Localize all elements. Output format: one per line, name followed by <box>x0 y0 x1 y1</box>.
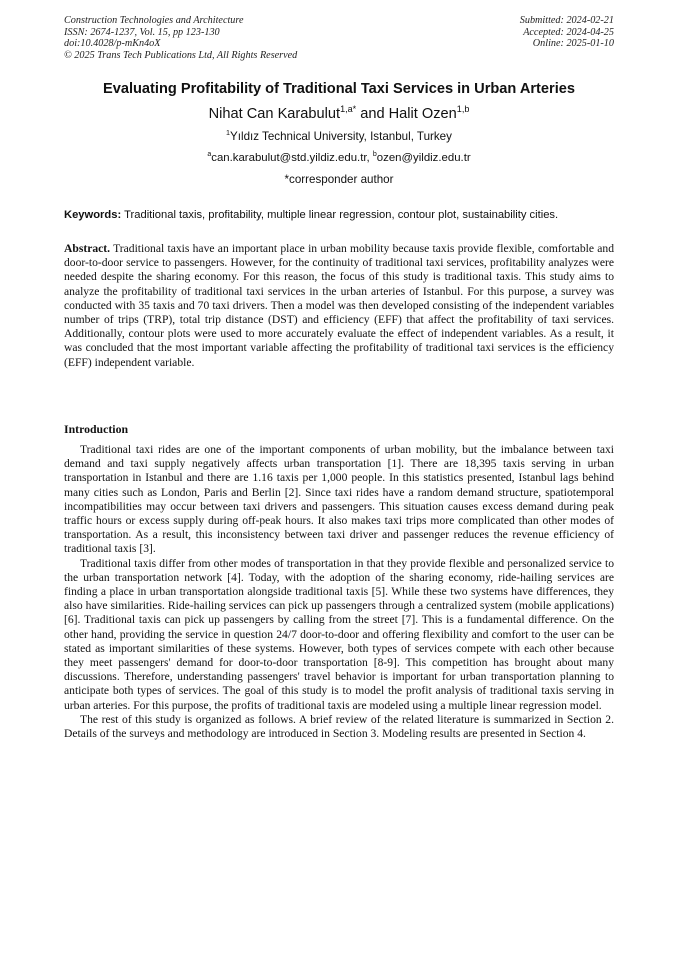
affiliation-superscript: 1 <box>226 128 231 138</box>
keywords-label: Keywords: <box>64 209 122 221</box>
paragraph: Traditional taxi rides are one of the important components of urban mobility, but the imbalance between taxi demand and taxi supply negatively affects urban transportation [1]. There are 18,395 taxis serving in urban transportation in Istanbul and there are 1.16 taxis per 1,000 people. In this statistics presented, Istanbul lags behind many cities such as London, Paris and Berlin [2]. Since taxi rides have a random demand structure, spatiotemporal incompatibilities may occur between taxi drivers and passengers. This situation causes excess demand during peak traffic hours or excess supply during off-peak hours. It also makes taxi trips more complicated than other modes of transportation. As a result, this inconsistency between taxi driver and passenger reduces the revenue efficiency of traditional taxis [3]. <box>64 443 614 556</box>
introduction-body <box>64 443 614 741</box>
dates-header <box>414 15 614 50</box>
journal-issn: ISSN: 2674-1237, Vol. 15, pp 123-130 <box>64 26 220 38</box>
email-link[interactable]: can.karabulut@std.yildiz.edu.tr, <box>211 152 373 164</box>
corresponding-author-note: *corresponder author <box>284 173 394 186</box>
author-superscript: 1,a* <box>340 104 357 115</box>
accepted-date: Accepted: 2024-04-25 <box>523 26 614 38</box>
abstract-text: Traditional taxis have an important place in urban mobility because taxis provide flexible, comfortable and door-to-door service to passengers. However, for the continuity of traditional taxi services, profitability analyzes were needed despite the sharing economy. For this reason, the focus of this study is traditional taxis. This study aims to analyze the profitability of traditional taxi services in the urban arteries of Istanbul. For this purpose, a survey was conducted with 35 taxis and 70 taxi drivers. Then a model was then developed consisting of the independent variables number of trips (TRP), total trip distance (DST) and efficiency (EFF) that affect the profitability of taxi services. Additionally, contour plots were used to more accurately evaluate the effect of independent variables. As a result, it was concluded that the most important variable affecting the profitability of traditional taxi services is the efficiency (EFF) independent variable. <box>64 242 614 369</box>
author-superscript: 1,b <box>456 104 470 115</box>
email-link[interactable]: ozen@yildiz.edu.tr <box>376 152 471 164</box>
author-list <box>40 106 638 122</box>
abstract-label: Abstract. <box>64 242 111 255</box>
keywords <box>64 208 624 222</box>
journal-header <box>64 15 394 62</box>
author-name: Nihat Can Karabulut <box>208 106 341 122</box>
paragraph: Traditional taxis differ from other modes of transportation in that they provide flexible and personalized service to the urban transportation network [4]. Today, with the adoption of the sharing economy, ride-hailing services are finding a place in urban transportation alongside traditional taxis [5]. While these two systems have differences, they also have similarities. Ride-hailing services can pick up passengers through a centralized system (mobile applications) [6]. Traditional taxis can pick up passengers by calling from the street [7]. This is a fundamental difference. On the other hand, providing the service in question 24/7 door-to-door and offering flexibility and comfort to the user can be stated as important similarities of these systems. However, both types of services compete with each other because they meet passengers' demand for door-to-door transportation [8-9]. This competition has brought about many discussions. Therefore, understanding passengers' travel behavior is important for urban transportation planning to anticipate both types of services. The goal of this study is to model the profit analysis of traditional taxis serving in urban arteries. For this purpose, the profits of traditional taxis are modeled using a multiple linear regression model. <box>64 556 614 712</box>
author-conjunction: and <box>356 106 389 122</box>
email-superscript: a <box>207 151 212 159</box>
affiliation-text: Yıldız Technical University, Istanbul, Turkey <box>230 130 452 143</box>
journal-doi[interactable]: doi:10.4028/p-mKn4oX <box>64 38 161 50</box>
section-heading: Introduction <box>64 422 129 436</box>
journal-name: Construction Technologies and Architecture <box>64 15 244 26</box>
author-name: Halit Ozen <box>388 106 457 122</box>
email-superscript: b <box>372 151 377 159</box>
paragraph: The rest of this study is organized as follows. A brief review of the related literature is summarized in Section 2. Details of the surveys and methodology are introduced in Section 3. Modeling results are presented in Section 4. <box>64 712 614 741</box>
paper-title: Evaluating Profitability of Traditional Taxi Services in Urban Arteries <box>103 81 575 97</box>
submitted-date: Submitted: 2024-02-21 <box>519 15 614 26</box>
keywords-text: Traditional taxis, profitability, multiple linear regression, contour plot, sustainability cities. <box>121 209 559 221</box>
author-emails <box>40 152 638 164</box>
abstract <box>64 242 614 370</box>
affiliation <box>40 130 638 143</box>
online-date: Online: 2025-01-10 <box>532 38 614 50</box>
journal-copyright: © 2025 Trans Tech Publications Ltd, All Rights Reserved <box>64 50 298 62</box>
